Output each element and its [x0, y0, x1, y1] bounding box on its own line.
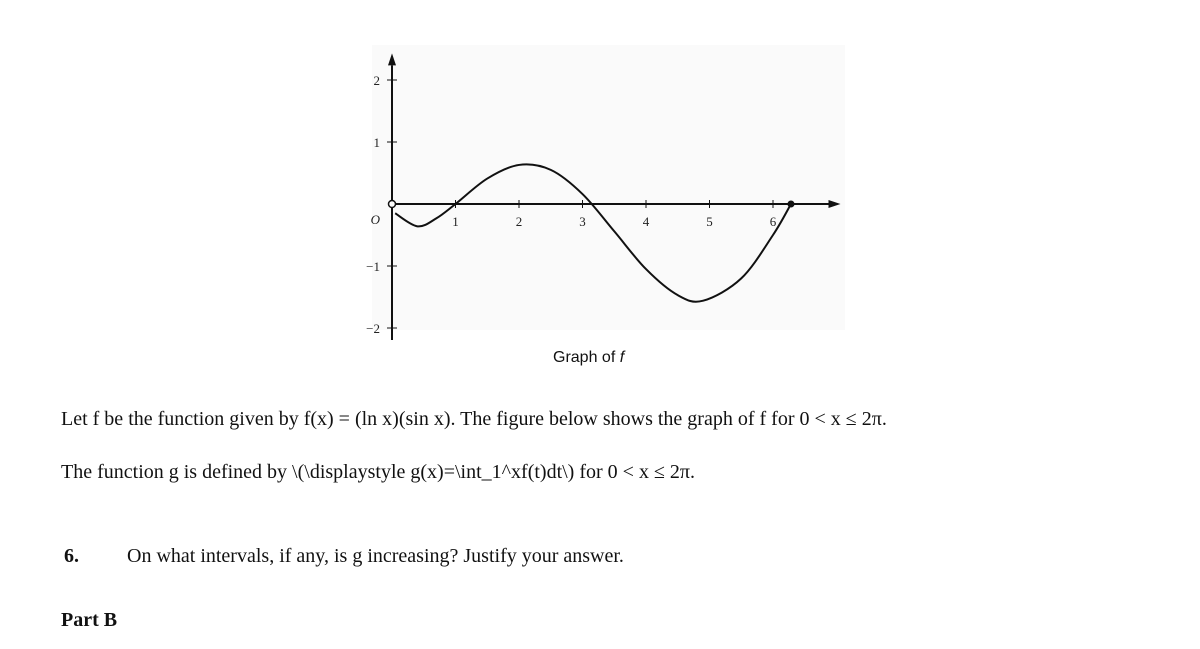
closed-endpoint [787, 201, 794, 208]
y-tick-label: 1 [373, 135, 380, 150]
x-tick-label: 6 [769, 214, 777, 229]
question-6 [64, 545, 624, 568]
x-tick-label: 2 [515, 214, 523, 229]
x-tick-label: 3 [579, 214, 586, 229]
x-tick-label: 4 [642, 214, 650, 229]
function-definition: The function g is defined by \(\displaystyle g(x)=\int_1^xf(t)dt\) for 0 < x ≤ 2π. [61, 461, 696, 483]
caption-prefix: Graph of [553, 349, 616, 366]
open-endpoint [389, 201, 396, 208]
question-text: On what intervals, if any, is g increasing? Justify your answer. [127, 545, 624, 567]
question-number: 6. [64, 545, 79, 567]
y-tick-label: −2 [366, 321, 380, 336]
caption-var: f [619, 349, 625, 366]
problem-statement: Let f be the function given by f(x) = (ln x)(sin x). The figure below shows the graph of f for 0 < x ≤ 2π. [61, 408, 887, 430]
x-tick-label: 5 [706, 214, 713, 229]
y-tick-label: 2 [373, 73, 380, 88]
y-tick-label: O [370, 212, 380, 227]
part-b-heading: Part B [61, 609, 118, 631]
y-tick-label: −1 [366, 259, 380, 274]
graph-background [372, 45, 845, 330]
x-tick-label: 1 [452, 214, 459, 229]
graph-caption [553, 349, 624, 367]
